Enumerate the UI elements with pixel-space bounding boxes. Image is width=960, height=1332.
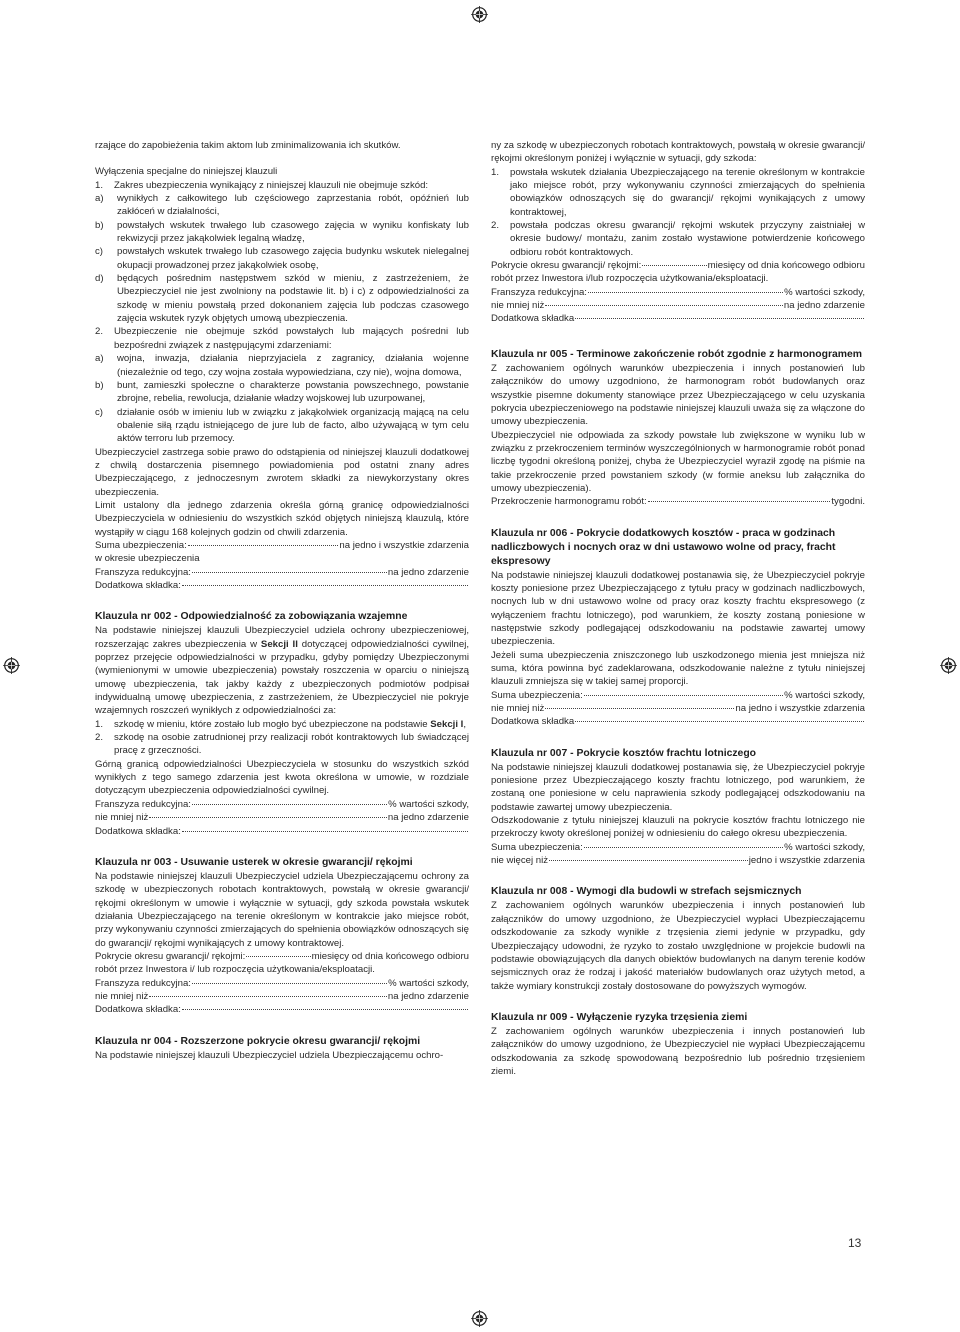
premium-field	[95, 1003, 469, 1016]
dotted-leader	[149, 817, 387, 818]
item-text: będących pośrednim następstwem szkód w mieniu, z zastrzeżeniem, że Ubezpieczyciel nie jest zwolniony na podstawie lit. b) i c) z odpowiedzialności za szkodę w mieniu powstałą przed dokonaniem zajęcia lub podczas czasowego zajęcia wskutek ryzyk objętych umową ubezpieczenia.	[117, 273, 469, 325]
item-number: 2.	[95, 732, 104, 744]
dotted-leader	[192, 572, 387, 573]
clause-title: Klauzula nr 005 - Terminowe zakończenie robót zgodnie z harmonogramem	[491, 348, 863, 360]
field-label: Suma ubezpieczenia:	[491, 841, 583, 853]
list-item	[95, 325, 469, 352]
item-text: bunt, zamieszki społeczne o charakterze powstania powszechnego, powstanie zbrojne, rebelia, rewolucja, działanie władzy wojskowej lub uzurpowanej,	[117, 379, 469, 405]
field-label: Dodatkowa składka:	[95, 825, 181, 837]
dotted-leader	[588, 292, 783, 293]
list-item	[95, 731, 469, 758]
paragraph: ny za szkodę w ubezpieczonych robotach kontraktowych, powstałą w okresie gwarancji/ rękojmi określonym poniżej i wyłącznie w sytuacji, gdy szkoda:	[491, 140, 865, 165]
field-tail: na jedno zdarzenie	[387, 812, 469, 824]
field-label: Dodatkowa składka:	[95, 1004, 181, 1016]
minimum-field	[95, 990, 469, 1003]
text-span: szkodę w mieniu, które zostało lub mogło być ubezpieczone na podstawie	[114, 718, 431, 730]
field-tail: miesięcy od dnia końcowego odbioru	[311, 950, 469, 962]
text-span: dotyczącej odpowiedzialności cywilnej, poprzez przejęcie odpowiedzialności w przypadku, gdyby pomiędzy Ubezpieczonymi (wymienionymi w umowie ubezpieczenia) powstały roszczenia w oparciu o niniejszą umowę ubezpieczenia, tak jakby każdy z ubezpieczonych podmiotów podpisał indywidualną umowę ubezpieczenia, z zastrzeżeniem, że Ubezpieczyciel nie pokryje wzajemnych roszczeń wynikłych z odpowiedzialności za:	[95, 638, 469, 717]
field-tail: na jedno zdarzenie	[783, 300, 865, 312]
minimum-field	[491, 702, 865, 715]
field-tail: na jedno zdarzenie	[387, 566, 469, 578]
field-continuation: robót przez Inwestora i/lub rozpoczęcia użytkowania/eksploatacji.	[491, 273, 769, 285]
field-label: nie mniej niż	[491, 703, 545, 715]
list-item	[95, 272, 469, 325]
registration-mark-icon	[3, 657, 20, 674]
item-number: 1.	[95, 718, 104, 730]
clause-title: Klauzula nr 009 - Wyłączenie ryzyka trzęsienia ziemi	[491, 1011, 748, 1023]
maximum-field	[491, 854, 865, 867]
paragraph: Na podstawie niniejszej klauzuli dodatkowej postanawia się, że Ubezpieczyciel pokryje poniesione przez Ubezpieczającego koszty frachtu lotniczego, pod warunkiem, że zostaną one poniesione w celu naprawienia szkody podlegającej odszkodowaniu na podstawie zawartej umowy ubezpieczenia.	[491, 761, 865, 813]
dotted-leader	[182, 831, 468, 832]
schedule-exceed-field	[491, 495, 865, 508]
item-text: szkodę na osobie zatrudnionej przy realizacji robót kontraktowych lub świadczącej pracę z grzeczności.	[114, 732, 469, 757]
field-label: Franszyza redukcyjna:	[95, 566, 191, 578]
dotted-leader	[545, 708, 734, 709]
field-tail: jedno i wszystkie zdarzenia	[748, 855, 865, 867]
clause-002	[95, 610, 469, 838]
exclusions-title: Wyłączenia specjalne do niniejszej klauzuli	[95, 166, 278, 178]
paragraph: Jeżeli suma ubezpieczenia zniszczonego lub uszkodzonego mienia jest mniejsza niż suma, która powinna być zadeklarowana, odszkodowanie należne z tytułu niniejszej klauzuli zmniejsza się w takiej samej proporcji.	[491, 649, 865, 688]
item-number: 1.	[95, 179, 104, 191]
item-number: 2.	[95, 326, 104, 338]
item-number: 2.	[491, 220, 500, 232]
right-column	[491, 139, 865, 1078]
field-label: Dodatkowa składka	[491, 313, 575, 325]
text-span: Na podstawie niniejszej klauzuli Ubezpieczyciel udziela ochrony ubezpieczeniowej, rozszerzając zakres ubezpieczenia w	[95, 625, 469, 650]
clause-009	[491, 1011, 865, 1078]
list-item	[491, 219, 865, 259]
dotted-leader	[182, 1009, 468, 1010]
paragraph: Górną granicą odpowiedzialności Ubezpieczyciela w stosunku do wszystkich szkód wynikłych z tego samego zdarzenia jest kwota określona w umowie, w rozdziale dotyczącym ubezpieczenia odpowiedzialności cywilnej.	[95, 758, 469, 797]
field-label: Przekroczenie harmonogramu robót:	[491, 496, 647, 508]
field-label: Franszyza redukcyjna:	[95, 977, 191, 989]
field-tail: tygodni.	[831, 496, 865, 508]
field-label: Dodatkowa składka	[491, 716, 575, 728]
field-tail: % wartości szkody,	[784, 689, 865, 701]
item-text: powstałych wskutek trwałego lub czasowego zajęcia budynku wskutek nielegalnej okupacji prowadzonej przez jakąkolwiek osobę,	[117, 246, 469, 271]
item-letter: c)	[95, 406, 103, 418]
dotted-leader	[549, 860, 748, 861]
field-label: nie mniej niż	[95, 990, 149, 1002]
dotted-leader	[575, 721, 864, 722]
list-item	[95, 379, 469, 406]
premium-field	[95, 579, 469, 592]
dotted-leader	[246, 956, 310, 957]
clause-008	[491, 885, 865, 992]
list-item	[95, 406, 469, 446]
clause-005	[491, 348, 865, 509]
registration-mark-icon	[471, 6, 488, 23]
clause-title: Klauzula nr 002 - Odpowiedzialność za zobowiązania wzajemne	[95, 611, 408, 623]
dotted-leader	[642, 265, 706, 266]
intro-tail: rzające do zapobieżenia takim aktom lub zminimalizowania ich skutków.	[95, 140, 401, 151]
field-label: Suma ubezpieczenia:	[491, 689, 583, 701]
clause-title: Klauzula nr 008 - Wymogi dla budowli w strefach sejsmicznych	[491, 886, 802, 898]
field-label: Franszyza redukcyjna:	[95, 798, 191, 810]
dotted-leader	[149, 996, 387, 997]
field-tail: na jedno zdarzenie	[387, 990, 469, 1002]
bold-text: Sekcji I	[430, 718, 464, 730]
paragraph: Z zachowaniem ogólnych warunków ubezpieczenia i innych postanowień lub załączników do umowy uzgodniono, że Ubezpieczyciel nie wypłaci Ubezpieczającemu odszkodowania za szkodę spowodowaną bezpośrednio lub pośrednio trzęsieniem ziemi.	[491, 1025, 865, 1077]
text-span: ,	[463, 718, 466, 730]
item-text: wynikłych z całkowitego lub częściowego zaprzestania robót, opóźnień lub zakłóceń w działalności,	[117, 193, 469, 218]
item-letter: d)	[95, 273, 104, 285]
dotted-leader	[188, 545, 339, 546]
item-text: powstała wskutek działania Ubezpieczającego na terenie określonym w kontrakcie jako miejsce robót, przy wykonywaniu czynności zmierzających do spełnienia obowiązków odnoszących się do gwarancji/ rękojmi wynikających z umowy kontraktowej,	[510, 166, 865, 218]
paragraph: Ubezpieczyciel zastrzega sobie prawo do odstąpienia od niniejszej klauzuli dodatkowej z chwilą dostarczenia pisemnego powiadomienia pod ostatni znany adres Ubezpieczającego, z jednoczesnym zwrotem składki za niewykorzystany okres ubezpieczenia.	[95, 446, 469, 498]
field-label: nie więcej niż	[491, 855, 549, 867]
paragraph	[95, 624, 469, 717]
item-text	[114, 718, 469, 731]
registration-mark-icon	[940, 657, 957, 674]
paragraph: Na podstawie niniejszej klauzuli Ubezpieczyciel udziela Ubezpieczającemu ochrony za szkodę w ubezpieczonych robotach kontraktowych, powstałą w okresie gwarancji/ rękojmi określonym w umowie i wyłącznie w sytuacji, gdy szkoda powstała wskutek działania Ubezpieczającego na terenie określonym w kontrakcie jako miejsce robót, przy wykonywaniu czynności zmierzających do spełnienia obowiązków odnoszących się do gwarancji/ rękojmi wynikających z umowy kontraktowej.	[95, 870, 469, 949]
list-item	[491, 166, 865, 219]
franchise-field	[95, 798, 469, 811]
field-tail: na jedno i wszystkie zdarzenia	[339, 539, 469, 551]
item-letter: a)	[95, 353, 104, 365]
item-text: Ubezpieczenie nie obejmuje szkód powstałych lub mających pośredni lub bezpośredni związek z następującymi zdarzeniami:	[114, 326, 469, 351]
field-continuation: w okresie ubezpieczenia	[95, 553, 200, 565]
sum-insured-field	[95, 539, 469, 552]
clause-003	[95, 856, 469, 1017]
paragraph: Na podstawie niniejszej klauzuli dodatkowej postanawia się, że Ubezpieczyciel pokryje koszty poniesione przez Ubezpieczającego z tytułu pracy w godzinach nadliczbowych, nocnych lub w dni ustawowo wolne od pracy oraz koszty frachtu ekspresowego (z wyłączeniem frachtu lotniczego), pod warunkiem, że koszty zostaną poniesione w następstwie szkody podlegającej odszkodowaniu na podstawie zawartej umowy ubezpieczenia.	[491, 569, 865, 648]
clause-title: Klauzula nr 003 - Usuwanie usterek w okresie gwarancji/ rękojmi	[95, 856, 413, 868]
clause-title: Klauzula nr 004 - Rozszerzone pokrycie okresu gwarancji/ rękojmi	[95, 1035, 421, 1047]
paragraph: Z zachowaniem ogólnych warunków ubezpieczenia i innych postanowień lub załączników do umowy uzgodniono, że harmonogram robót budowlanych oraz wszystkie pisemne dokumenty stanowiące przez Ubezpieczającego w celu uzyskania pokrycia ubezpieczeniowego na podstawie niniejszej klauzuli uważa się za włączone do umowy ubezpieczenia.	[491, 362, 865, 428]
dotted-leader	[648, 501, 831, 502]
paragraph: Z zachowaniem ogólnych warunków ubezpieczenia i innych postanowień lub załączników do umowy uzgodniono, że Ubezpieczyciel wypłaci Ubezpieczającemu odszkodowanie za szkody wynikłe z trzęsienia ziemi jedynie w przypadku, gdy Ubezpieczający udowodni, że ryzyko to zostało uwzględnione w projekcie budowli na podstawie obowiązujących dla danych obiektów budowlanych na danym terenie kodów sejsmicznych oraz że rodzaj i jakość materiałów budowlanych oraz użytych metod, a także wymiary konstrukcji zostały dostosowane do powyższych wymogów.	[491, 900, 865, 992]
dotted-leader	[192, 983, 387, 984]
item-letter: b)	[95, 219, 104, 231]
list-item	[95, 245, 469, 272]
minimum-field	[95, 811, 469, 824]
field-tail: % wartości szkody,	[784, 841, 865, 853]
field-label: nie mniej niż	[95, 812, 149, 824]
clause-007	[491, 747, 865, 868]
field-tail: na jedno i wszystkie zdarzenia	[735, 703, 865, 715]
left-column	[95, 139, 469, 1062]
field-label: Pokrycie okresu gwarancji/ rękojmi:	[95, 950, 246, 962]
bold-text: Sekcji II	[260, 638, 298, 650]
field-continuation: robót przez Inwestora i/ lub rozpoczęcia użytkowania/eksploatacji.	[95, 964, 375, 976]
field-tail: % wartości szkody,	[784, 286, 865, 298]
dotted-leader	[584, 847, 783, 848]
item-letter: b)	[95, 379, 104, 391]
item-text: powstałych wskutek trwałego lub czasowego zajęcia w wyniku konfiskaty lub rekwizycji przez jakąkolwiek legalną władzę,	[117, 219, 469, 245]
premium-field	[95, 825, 469, 838]
clause-title: Klauzula nr 006 - Pokrycie dodatkowych kosztów - praca w godzinach nadliczbowych i nocnych oraz w dni ustawowo wolne od pracy, fracht ekspresowy	[491, 527, 836, 567]
list-item	[95, 352, 469, 379]
item-text: działanie osób w imieniu lub w związku z jakąkolwiek organizacją mającą na celu obalenie siłą rządu istniejącego de jure lub de facto, albo używającą w tym celu aktów terroru lub przemocy.	[117, 406, 469, 445]
list-item	[95, 219, 469, 246]
clause-004	[95, 1035, 469, 1062]
field-label: Suma ubezpieczenia:	[95, 539, 187, 551]
field-tail: % wartości szkody,	[388, 977, 469, 989]
dotted-leader	[584, 695, 783, 696]
field-label: Pokrycie okresu gwarancji/ rękojmi:	[491, 260, 642, 272]
item-text: wojna, inwazja, działania nieprzyjaciela z zagranicy, działania wojenne (niezależnie od tego, czy wojna została wypowiedziana, czy nie), wojna domowa,	[117, 353, 469, 378]
paragraph: Limit ustalony dla jednego zdarzenia określa górną granicę odpowiedzialności Ubezpieczyciela w odniesieniu do wszystkich szkód objętych niniejszą klauzulą, które wystąpiły w ciągu 168 kolejnych godzin od chwili zdarzenia.	[95, 499, 469, 538]
paragraph: Ubezpieczyciel nie odpowiada za szkody powstałe lub zwiększone w wyniku lub w związku z przekroczeniem terminów wyszczególnionych w harmonogramie robót ponad liczbę tygodni określoną poniżej, chyba że Ubezpieczyciel wyraził zgodę na piśmie na takie przekroczenie przed powstaniem szkody (w formie aneksu lub załącznika do umowy ubezpieczenia).	[491, 429, 865, 494]
item-letter: c)	[95, 246, 103, 258]
dotted-leader	[545, 305, 783, 306]
item-text: powstała podczas okresu gwarancji/ rękojmi wskutek przyczyny zaistniałej w okresie budowy/ montażu, zanim zostało wystawione potwierdzenie końcowego odbioru robót kontraktowych.	[510, 220, 865, 258]
clause-title: Klauzula nr 007 - Pokrycie kosztów frachtu lotniczego	[491, 747, 757, 759]
sum-insured-field	[491, 689, 865, 702]
page-number: 13	[848, 1236, 862, 1250]
premium-field	[491, 312, 865, 325]
registration-mark-icon	[471, 1310, 488, 1327]
paragraph: Odszkodowanie z tytułu niniejszej klauzuli na pokrycie kosztów frachtu lotniczego nie przekroczy kwoty określonej poniżej w odniesieniu do całego okresu ubezpieczenia.	[491, 815, 865, 840]
item-letter: a)	[95, 193, 104, 205]
warranty-period-field	[491, 259, 865, 272]
field-tail: % wartości szkody,	[388, 798, 469, 810]
field-tail: miesięcy od dnia końcowego odbioru	[707, 260, 865, 272]
dotted-leader	[575, 318, 864, 319]
list-item	[95, 179, 469, 192]
premium-field	[491, 715, 865, 728]
warranty-period-field	[95, 950, 469, 963]
dotted-leader	[182, 585, 468, 586]
sum-insured-field	[491, 841, 865, 854]
field-label: Dodatkowa składka:	[95, 580, 181, 591]
list-item	[95, 192, 469, 219]
franchise-field	[95, 566, 469, 579]
field-label: nie mniej niż	[491, 300, 545, 312]
franchise-field	[95, 977, 469, 990]
clause-006	[491, 527, 865, 729]
item-text: Zakres ubezpieczenia wynikający z niniejszej klauzuli nie obejmuje szkód:	[114, 179, 429, 191]
franchise-field	[491, 286, 865, 299]
field-label: Franszyza redukcyjna:	[491, 286, 587, 298]
dotted-leader	[192, 804, 387, 805]
minimum-field	[491, 299, 865, 312]
list-item	[95, 718, 469, 731]
paragraph: Na podstawie niniejszej klauzuli Ubezpieczyciel udziela Ubezpieczającemu ochro-	[95, 1049, 444, 1061]
item-number: 1.	[491, 166, 500, 178]
